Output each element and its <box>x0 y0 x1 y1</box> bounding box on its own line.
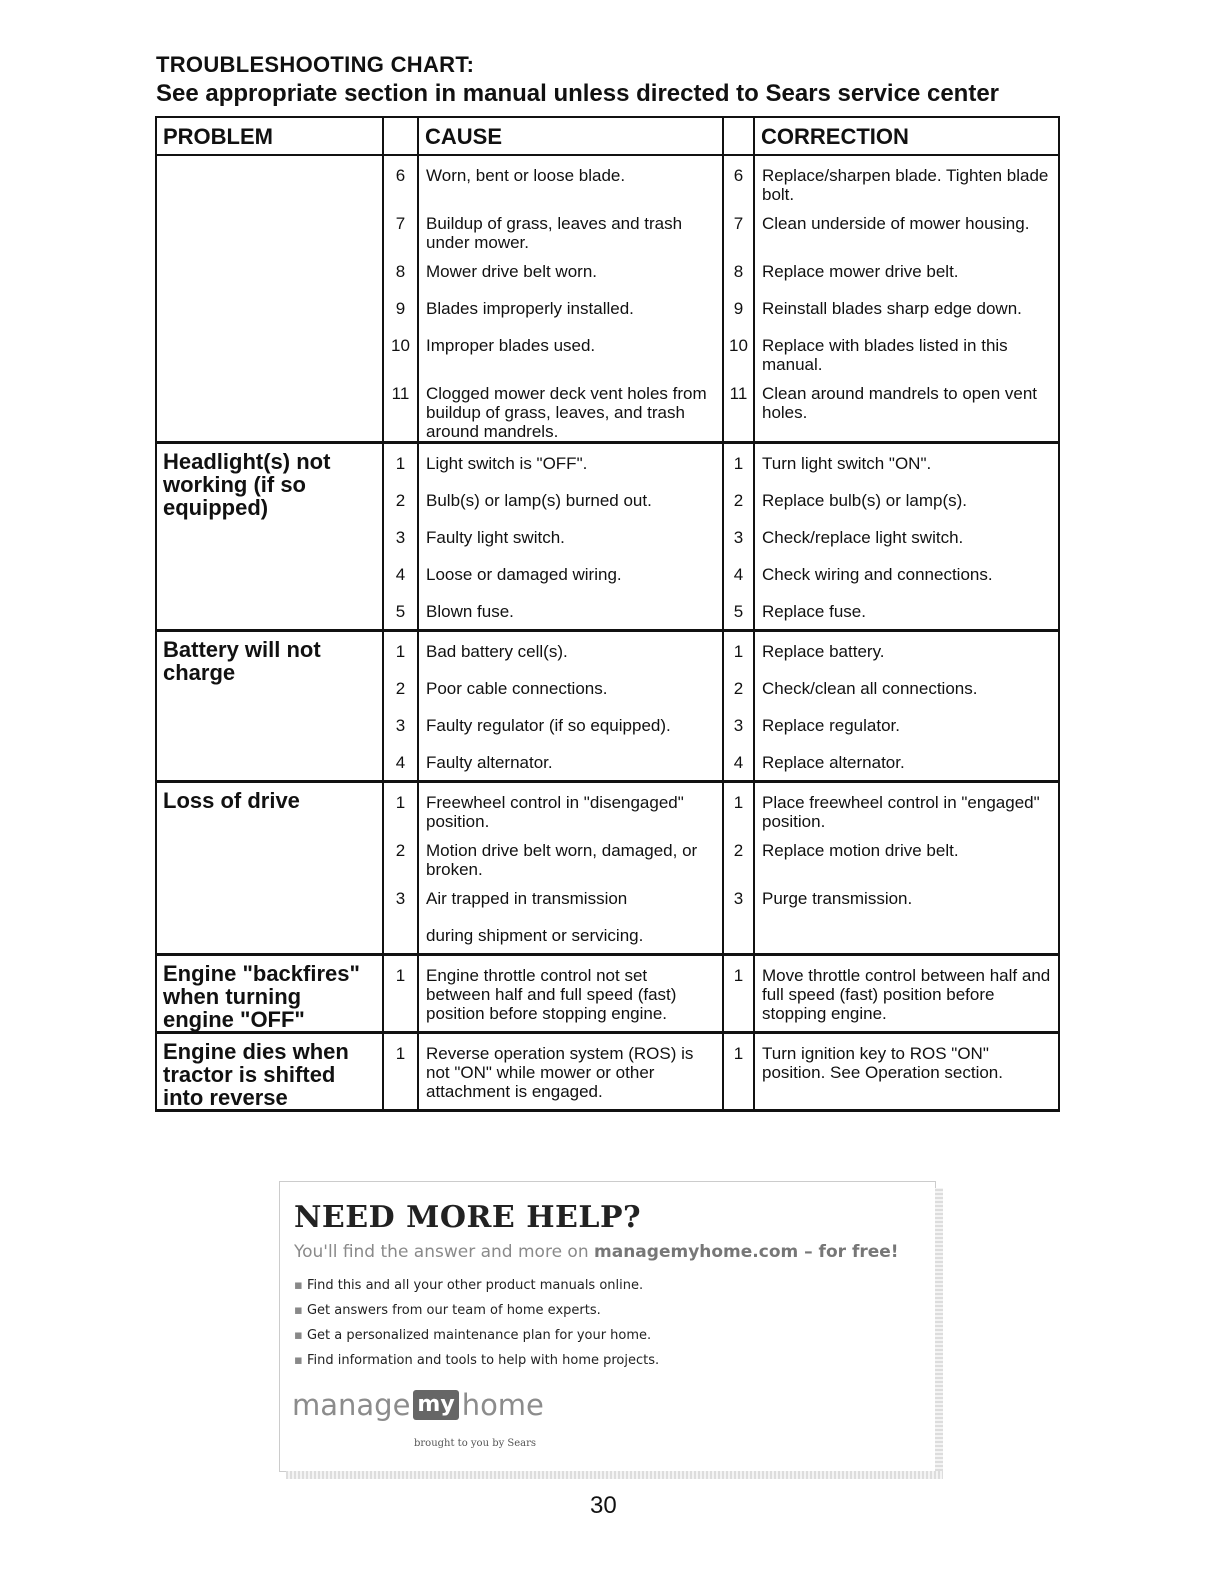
cause-num-header <box>383 117 418 155</box>
correction-number: 1 <box>723 1033 754 1111</box>
cause-number: 1 <box>383 782 418 832</box>
correction-cell: Turn ignition key to ROS "ON" position. See Operation section. <box>754 1033 1059 1111</box>
cause-number: 4 <box>383 743 418 782</box>
help-bullet: ▪ Get answers from our team of home experts. <box>294 1303 659 1328</box>
page-number: 30 <box>590 1492 617 1519</box>
table-row <box>156 1033 1059 1111</box>
cause-number: 8 <box>383 252 418 289</box>
correction-cell: Place freewheel control in "engaged" position. <box>754 782 1059 832</box>
correction-cell: Replace with blades listed in this manual. <box>754 326 1059 374</box>
chart-title: TROUBLESHOOTING CHART: <box>156 52 475 77</box>
correction-cell: Replace motion drive belt. <box>754 831 1059 879</box>
table-row <box>156 155 1059 204</box>
problem-cell: Loss of drive <box>156 782 383 955</box>
cause-cell: Loose or damaged wiring. <box>418 555 723 592</box>
cause-cell: Freewheel control in "disengaged" position. <box>418 782 723 832</box>
table-body <box>156 155 1059 1111</box>
help-bullets <box>294 1278 659 1378</box>
problem-cell: Battery will not charge <box>156 631 383 782</box>
correction-number: 8 <box>723 252 754 289</box>
problem-cell: Headlight(s) not working (if so equipped) <box>156 443 383 631</box>
cause-number: 10 <box>383 326 418 374</box>
help-subtitle <box>294 1242 899 1262</box>
correction-number: 1 <box>723 782 754 832</box>
cause-cell: during shipment or servicing. <box>418 916 723 955</box>
correction-number: 3 <box>723 879 754 916</box>
brought-by-sears: brought to you by Sears <box>414 1438 537 1449</box>
managemyhome-logo <box>292 1388 544 1422</box>
correction-cell: Replace mower drive belt. <box>754 252 1059 289</box>
cause-number: 3 <box>383 518 418 555</box>
correction-number: 1 <box>723 443 754 482</box>
cause-number: 7 <box>383 204 418 252</box>
correction-number: 6 <box>723 155 754 204</box>
chart-subtitle: See appropriate section in manual unless directed to Sears service center <box>156 80 999 107</box>
cause-cell: Engine throttle control not set between half and full speed (fast) position before stopping engine. <box>418 955 723 1033</box>
correction-cell: Replace battery. <box>754 631 1059 670</box>
cause-cell: Worn, bent or loose blade. <box>418 155 723 204</box>
cause-number: 2 <box>383 669 418 706</box>
correction-cell: Check/clean all connections. <box>754 669 1059 706</box>
correction-number: 5 <box>723 592 754 631</box>
correction-cell: Move throttle control between half and full speed (fast) position before stopping engine. <box>754 955 1059 1033</box>
cause-cell: Motion drive belt worn, damaged, or broken. <box>418 831 723 879</box>
correction-number <box>723 916 754 955</box>
cause-number: 1 <box>383 631 418 670</box>
cause-header: CAUSE <box>418 117 723 155</box>
problem-cell: Engine dies when tractor is shifted into reverse <box>156 1033 383 1111</box>
cause-number: 6 <box>383 155 418 204</box>
logo-home: home <box>461 1388 544 1422</box>
correction-cell: Turn light switch "ON". <box>754 443 1059 482</box>
correction-number: 2 <box>723 481 754 518</box>
cause-number: 1 <box>383 955 418 1033</box>
correction-number: 10 <box>723 326 754 374</box>
problem-header: PROBLEM <box>156 117 383 155</box>
cause-number <box>383 916 418 955</box>
correction-number: 3 <box>723 706 754 743</box>
table-row <box>156 955 1059 1033</box>
help-link[interactable]: managemyhome.com – for free! <box>594 1242 899 1262</box>
correction-cell: Clean around mandrels to open vent holes. <box>754 374 1059 443</box>
correction-number: 1 <box>723 955 754 1033</box>
correction-number: 2 <box>723 669 754 706</box>
correction-number: 1 <box>723 631 754 670</box>
cause-cell: Clogged mower deck vent holes from buildup of grass, leaves, and trash around mandrels. <box>418 374 723 443</box>
correction-number: 4 <box>723 743 754 782</box>
help-bullet: ▪ Find information and tools to help with home projects. <box>294 1353 659 1378</box>
cause-cell: Blown fuse. <box>418 592 723 631</box>
troubleshooting-table <box>155 116 1060 1112</box>
correction-number: 7 <box>723 204 754 252</box>
box-shadow-bottom <box>286 1471 943 1479</box>
cause-cell: Blades improperly installed. <box>418 289 723 326</box>
cause-cell: Light switch is "OFF". <box>418 443 723 482</box>
help-bullet: ▪ Find this and all your other product manuals online. <box>294 1278 659 1303</box>
cause-number: 1 <box>383 1033 418 1111</box>
correction-cell <box>754 916 1059 955</box>
correction-number: 9 <box>723 289 754 326</box>
cause-cell: Poor cable connections. <box>418 669 723 706</box>
cause-number: 2 <box>383 831 418 879</box>
cause-number: 4 <box>383 555 418 592</box>
help-bullet: ▪ Get a personalized maintenance plan for your home. <box>294 1328 659 1353</box>
correction-cell: Replace regulator. <box>754 706 1059 743</box>
cause-number: 9 <box>383 289 418 326</box>
cause-number: 1 <box>383 443 418 482</box>
box-shadow-right <box>935 1188 943 1479</box>
correction-cell: Clean underside of mower housing. <box>754 204 1059 252</box>
cause-cell: Improper blades used. <box>418 326 723 374</box>
correction-cell: Replace alternator. <box>754 743 1059 782</box>
cause-cell: Buildup of grass, leaves and trash under mower. <box>418 204 723 252</box>
problem-cell <box>156 155 383 443</box>
need-more-help-box <box>279 1181 936 1472</box>
correction-number: 11 <box>723 374 754 443</box>
correction-cell: Reinstall blades sharp edge down. <box>754 289 1059 326</box>
cause-cell: Faulty light switch. <box>418 518 723 555</box>
correction-number: 2 <box>723 831 754 879</box>
problem-cell: Engine "backfires" when turning engine "OFF" <box>156 955 383 1033</box>
cause-cell: Faulty alternator. <box>418 743 723 782</box>
correction-cell: Replace/sharpen blade. Tighten blade bolt. <box>754 155 1059 204</box>
logo-manage: manage <box>292 1388 411 1422</box>
cause-cell: Faulty regulator (if so equipped). <box>418 706 723 743</box>
correction-cell: Check/replace light switch. <box>754 518 1059 555</box>
table-row <box>156 782 1059 832</box>
table-row <box>156 631 1059 670</box>
help-subtitle-prefix: You'll find the answer and more on <box>294 1242 595 1262</box>
cause-cell: Air trapped in transmission <box>418 879 723 916</box>
cause-number: 3 <box>383 879 418 916</box>
table-row <box>156 443 1059 482</box>
correction-cell: Replace bulb(s) or lamp(s). <box>754 481 1059 518</box>
cause-number: 3 <box>383 706 418 743</box>
logo-my-box: my <box>413 1390 458 1420</box>
correction-cell: Replace fuse. <box>754 592 1059 631</box>
correction-number: 4 <box>723 555 754 592</box>
cause-cell: Bulb(s) or lamp(s) burned out. <box>418 481 723 518</box>
cause-number: 11 <box>383 374 418 443</box>
cause-cell: Bad battery cell(s). <box>418 631 723 670</box>
correction-cell: Check wiring and connections. <box>754 555 1059 592</box>
help-heading: NEED MORE HELP? <box>294 1200 642 1235</box>
correction-number: 3 <box>723 518 754 555</box>
correction-cell: Purge transmission. <box>754 879 1059 916</box>
cause-number: 2 <box>383 481 418 518</box>
correction-num-header <box>723 117 754 155</box>
cause-cell: Reverse operation system (ROS) is not "ON" while mower or other attachment is engaged. <box>418 1033 723 1111</box>
correction-header: CORRECTION <box>754 117 1059 155</box>
cause-cell: Mower drive belt worn. <box>418 252 723 289</box>
cause-number: 5 <box>383 592 418 631</box>
